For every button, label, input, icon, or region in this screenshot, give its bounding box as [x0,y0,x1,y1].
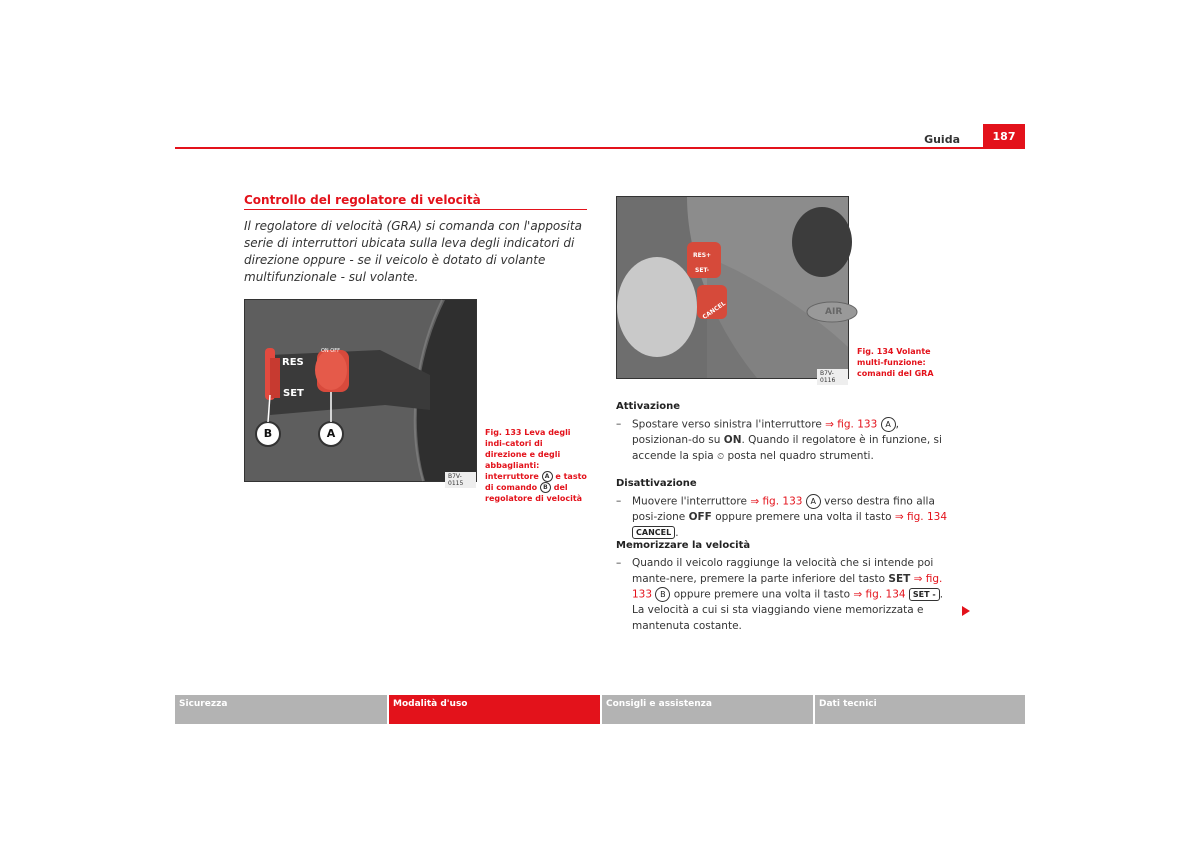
footer-tab-modalita-duso[interactable] [389,695,600,724]
list-dash: – [616,495,622,507]
btn-set-minus: SET- [695,267,710,274]
footer-tab-label: Consigli e assistenza [606,699,712,709]
caption-letter-a: A [542,471,553,482]
text: . Quando il regolatore è in funzione, si accende la spia [632,434,942,462]
fig-133-link[interactable]: ⇒ fig. 133 [632,572,943,601]
lever-res-label: RES [282,357,304,368]
figure-134 [616,196,849,384]
list-dash: – [616,418,622,430]
callout-b-ref: B [655,587,670,602]
caption-text: del regolatore di velocità [485,483,583,503]
disattivazione-paragraph [616,494,956,541]
section-title: Guida [924,133,960,146]
footer-tab-label: Dati tecnici [819,699,877,709]
attivazione-paragraph [616,417,956,465]
text: verso destra fino alla posi-zione [632,495,935,523]
footer-tab-label: Sicurezza [179,699,228,709]
off-label: OFF [688,511,712,523]
stalk-illustration [245,300,476,481]
text: , posizionan-do su [632,418,899,446]
page-number: 187 [983,124,1025,148]
fig-134-link[interactable]: ⇒ fig. 134 [894,511,948,523]
text: oppure premere una volta il tasto [715,511,892,523]
text: . La velocità a cui si sta viaggiando viene memorizzata e mantenuta costante. [632,588,944,632]
lever-on-off-label: ON OFF [321,348,340,354]
footer-tab-label: Modalità d'uso [393,699,468,709]
figure-code: B7V-0116 [817,369,848,385]
btn-res-plus: RES+ [693,252,712,259]
caption-letter-b: B [540,482,551,493]
text: . [675,526,679,539]
footer-tab-dati-tecnici[interactable] [815,695,1025,724]
fig-133-link[interactable]: ⇒ fig. 133 [825,418,878,431]
caption-text: Leva degli indi-catori di direzione e degli abbaglianti: interruttore [485,428,571,481]
figure-code: B7V-0115 [445,472,476,488]
text: Spostare verso sinistra l'interruttore [632,418,822,431]
title-underline [244,209,587,210]
subheading-disattivazione: Disattivazione [616,478,697,489]
text: Muovere l'interruttore [632,495,747,508]
lever-set-label: SET [283,388,304,399]
text: posta nel quadro strumenti. [727,449,874,462]
airbag-label: AIR [825,307,843,317]
callout-a-ref: A [881,417,896,432]
text: Quando il veicolo raggiunge la velocità che si intende poi mante-nere, premere la parte inferiore del tasto [632,557,934,585]
footer-tab-consigli-e-assistenza[interactable] [602,695,813,724]
figure-133 [244,299,477,487]
figure-133-caption [485,427,587,504]
text: oppure premere una volta il tasto [673,588,851,601]
set-label: SET [888,572,911,585]
caption-text: e tasto di comando [485,472,587,492]
intro-paragraph: Il regolatore di velocità (GRA) si comanda con l'apposita serie di interruttori ubicata sulla leva degli indicatori di direzione oppure - se il veicolo è dotato di volante multifunzionale - sul volante. [244,219,582,284]
steering-wheel-illustration [617,197,848,378]
caption-prefix: Fig. 134 [857,347,894,356]
article-title: Controllo del regolatore di velocità [244,193,481,207]
fig-133-link[interactable]: ⇒ fig. 133 [750,495,803,508]
figure-134-caption [857,346,957,379]
continue-arrow-icon [962,606,970,616]
set-key: SET - [909,588,940,601]
caption-prefix: Fig. 133 [485,428,522,437]
footer-tab-sicurezza[interactable] [175,695,387,724]
subheading-memorizzare: Memorizzare la velocità [616,540,751,551]
cancel-key: CANCEL [632,526,675,539]
callout-a-ref: A [806,494,821,509]
header-rule [175,147,1025,149]
cruise-control-icon: ⏲ [717,451,725,462]
caption-text: Volante multi-funzione: comandi del GRA [857,347,934,378]
btn-cancel: CANCEL [701,300,728,321]
fig-134-link[interactable]: ⇒ fig. 134 [853,588,906,601]
subheading-attivazione: Attivazione [616,401,681,412]
callout-b: B [263,427,273,440]
list-dash: – [616,557,622,569]
callout-a: A [326,427,336,440]
memorizzare-paragraph [616,556,956,634]
on-label: ON [723,434,742,446]
